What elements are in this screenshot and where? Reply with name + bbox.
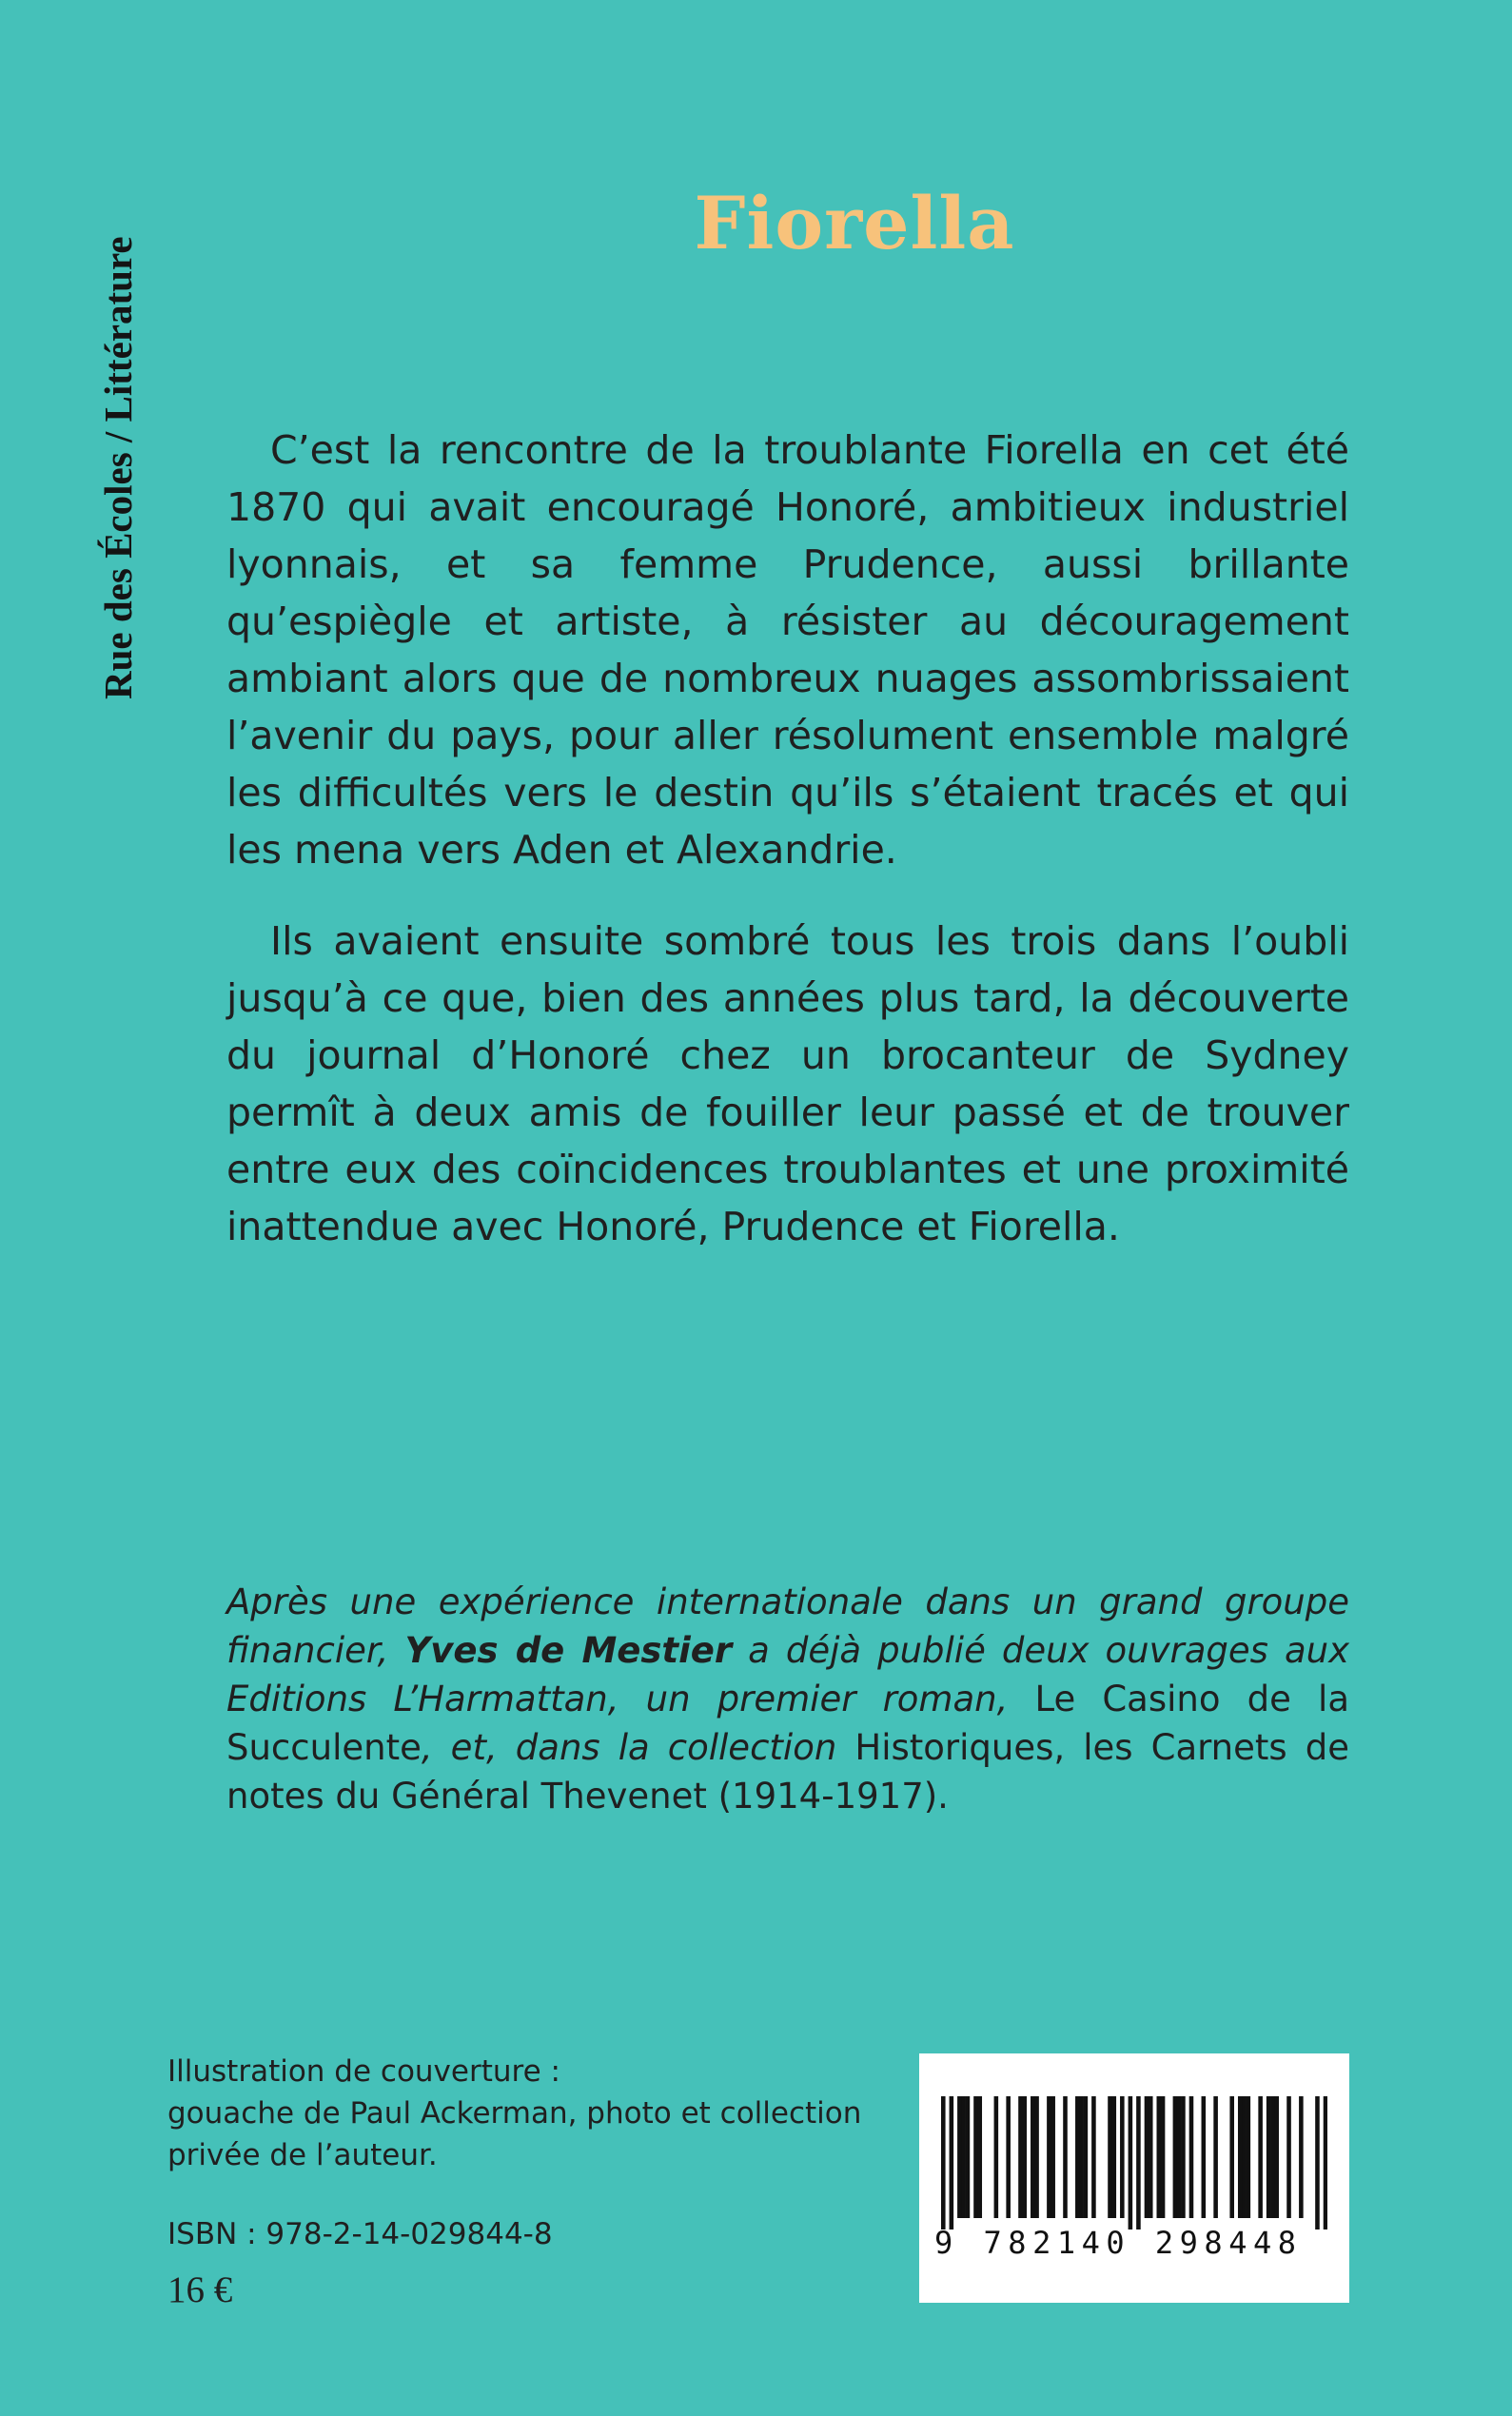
barcode-bar bbox=[1079, 2096, 1084, 2218]
barcode-bar bbox=[1006, 2096, 1011, 2218]
author-bio: Après une expérience internationale dans un grand groupe financier, Yves de Mestier a déjà publié deux ouvrages aux Editions L’Harmattan, un premier roman, Le Casino de la Succulente, et, dans la collection Historiques, les Carnets de notes du Général Thevenet (1914-1917). bbox=[226, 1581, 1350, 1817]
barcode-bar bbox=[1299, 2096, 1304, 2218]
barcode-bar bbox=[1242, 2096, 1247, 2218]
book-title: Fiorella bbox=[694, 181, 1015, 265]
summary-paragraph-1: C’est la rencontre de la troublante Fiorella en cet été 1870 qui avait encouragé Honoré, ambitieux industriel lyonnais, et sa femme Prudence, aussi brillante qu’espiègle et artiste, à résister au découragement ambiant alors que de nombreux nuages assombrissaient l’avenir du pays, pour aller résolument ensemble malgré les difficultés vers le destin qu’ils s’étaient tracés et qui les mena vers Aden et Alexandrie. bbox=[226, 427, 1349, 873]
barcode-bar bbox=[1238, 2096, 1243, 2218]
price: 16 € bbox=[167, 2269, 233, 2310]
barcode-bar bbox=[1267, 2096, 1271, 2218]
barcode-bar bbox=[973, 2096, 978, 2218]
barcode-bar bbox=[1161, 2096, 1166, 2218]
barcode-bar bbox=[1258, 2096, 1263, 2218]
barcode bbox=[919, 2053, 1349, 2303]
isbn: ISBN : 978-2-14-029844-8 bbox=[167, 2217, 553, 2251]
author-name: Yves de Mestier bbox=[404, 1630, 733, 1671]
barcode-bar bbox=[950, 2096, 954, 2229]
barcode-bar bbox=[1247, 2096, 1251, 2218]
barcode-bar bbox=[961, 2096, 966, 2218]
barcode-bar bbox=[1075, 2096, 1080, 2218]
barcode-bar bbox=[1063, 2096, 1068, 2218]
cover-credit: Illustration de couverture : gouache de Paul Ackerman, photo et collection privée de l’auteur. bbox=[167, 2054, 862, 2172]
barcode-bar bbox=[966, 2096, 971, 2218]
barcode-bar bbox=[1120, 2096, 1125, 2218]
barcode-bar bbox=[1202, 2096, 1207, 2218]
barcode-bar bbox=[1177, 2096, 1182, 2218]
barcode-bar bbox=[1051, 2096, 1055, 2218]
collection-ref: Historiques bbox=[854, 1727, 1054, 1768]
barcode-bar bbox=[1034, 2096, 1039, 2218]
barcode-bar bbox=[1324, 2096, 1327, 2229]
barcode-bar bbox=[1111, 2096, 1116, 2218]
barcode-bars bbox=[941, 2096, 1327, 2229]
barcode-bar bbox=[1157, 2096, 1162, 2218]
barcode-bar bbox=[1286, 2096, 1291, 2218]
barcode-bar bbox=[994, 2096, 999, 2218]
barcode-bar bbox=[1129, 2096, 1133, 2229]
barcode-bar bbox=[1149, 2096, 1153, 2218]
summary bbox=[226, 422, 1349, 1289]
barcode-bar bbox=[1091, 2096, 1096, 2218]
barcode-bar bbox=[1084, 2096, 1089, 2218]
barcode-bar bbox=[1229, 2096, 1234, 2218]
barcode-bar bbox=[977, 2096, 982, 2218]
barcode-bar bbox=[1145, 2096, 1149, 2218]
barcode-bar bbox=[1018, 2096, 1023, 2218]
barcode-bar bbox=[1047, 2096, 1051, 2218]
collection-name: Rue des Écoles / Littérature bbox=[96, 236, 140, 699]
barcode-bar bbox=[1274, 2096, 1279, 2218]
barcode-bar bbox=[957, 2096, 962, 2218]
barcode-bar bbox=[1213, 2096, 1218, 2218]
barcode-digits: 9 782140 298448 bbox=[934, 2225, 1303, 2261]
barcode-bar bbox=[941, 2096, 946, 2229]
summary-paragraph-2: Ils avaient ensuite sombré tous les trois dans l’oubli jusqu’à ce que, bien des années plus tard, la découverte du journal d’Honoré chez un brocanteur de Sydney permît à deux amis de fouiller leur passé et de trouver entre eux des coïncidences troublantes et une proximité inattendue avec Honoré, Prudence et Fiorella. bbox=[226, 918, 1349, 1249]
barcode-bar bbox=[1022, 2096, 1027, 2218]
barcode-bar bbox=[1031, 2096, 1035, 2218]
barcode-bar bbox=[1108, 2096, 1112, 2218]
barcode-bar bbox=[1173, 2096, 1178, 2218]
barcode-bar bbox=[1136, 2096, 1141, 2229]
barcode-bar bbox=[1189, 2096, 1194, 2218]
barcode-bar bbox=[1181, 2096, 1186, 2218]
barcode-bar bbox=[1270, 2096, 1275, 2218]
book-ref: Le Casino de la Succulente bbox=[226, 1679, 1349, 1768]
barcode-bar bbox=[1315, 2096, 1320, 2229]
